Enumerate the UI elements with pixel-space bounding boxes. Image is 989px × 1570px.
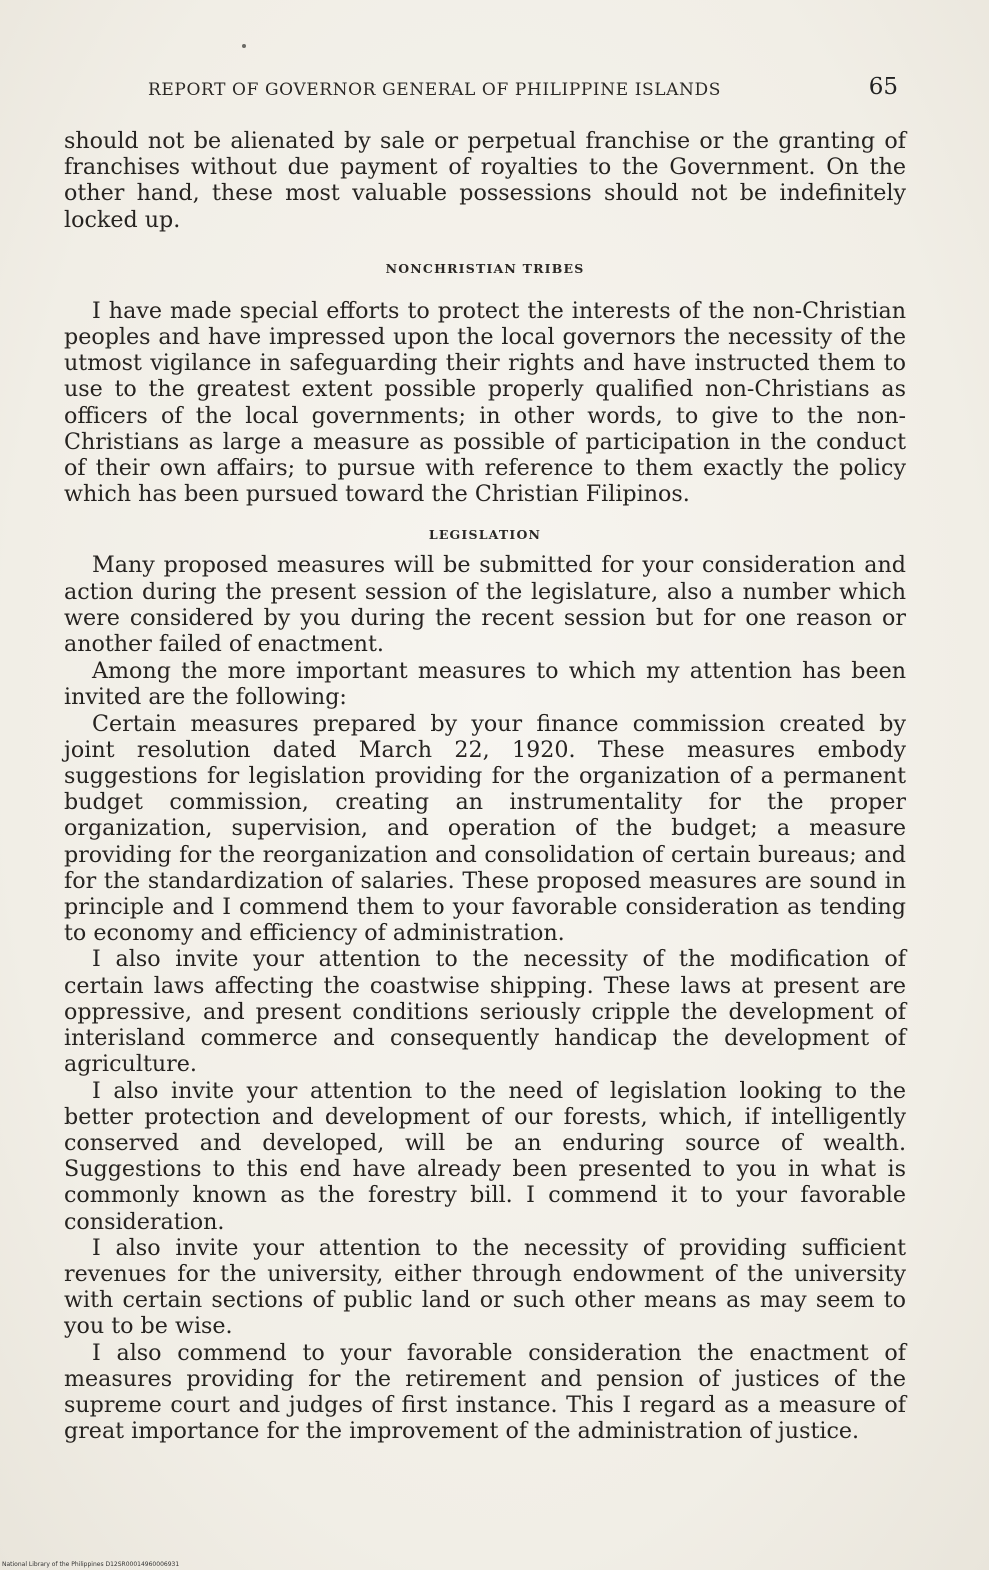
page-header bbox=[148, 74, 898, 104]
section-heading-nonchristian-tribes: NONCHRISTIAN TRIBES bbox=[385, 260, 585, 276]
paragraph: Among the more important measures to which my attention has been invited are the following: bbox=[64, 658, 906, 711]
page-body bbox=[64, 128, 906, 1444]
section-heading-legislation: LEGISLATION bbox=[428, 527, 542, 543]
paragraph: Certain measures prepared by your finance commission created by joint resolution dated March 22, 1920. These measures embody suggestions for legislation providing for the organization of a permanent budget commission, creating an instrumentality for the proper organization, supervision, and operation of the budget; a measure providing for the reorganization and consolidation of certain bureaus; and for the standardization of salaries. These proposed measures are sound in principle and I commend them to your favorable consideration as tending to economy and efficiency of administration. bbox=[64, 710, 906, 947]
paragraph: I also invite your attention to the necessity of the modification of certain laws affecting the coastwise shipping. These laws at present are oppressive, and present conditions seriously cripple the development of interisland commerce and consequently handicap the development of agriculture. bbox=[64, 946, 906, 1078]
page-number: 65 bbox=[868, 74, 898, 100]
paragraph: I also invite your attention to the necessity of providing sufficient revenues for the university, either through endowment of the university with certain sections of public land or such other means as may seem to you to be wise. bbox=[64, 1234, 906, 1340]
paragraph: Many proposed measures will be submitted for your consideration and action during the present session of the legislature, also a number which were considered by you during the recent session but for one reason or another failed of enactment. bbox=[64, 552, 906, 658]
paragraph: I also invite your attention to the need of legislation looking to the better protection and development of our forests, which, if intelligently conserved and developed, will be an enduring source of wealth. Suggestions to this end have already been presented to you in what is commonly known as the forestry bill. I commend it to your favorable consideration. bbox=[64, 1077, 906, 1235]
opening-paragraph: should not be alienated by sale or perpetual franchise or the granting of franchises without due payment of royalties to the Government. On the other hand, these most valuable possessions should not be indefinitely locked up. bbox=[64, 128, 906, 233]
scan-speck bbox=[242, 44, 246, 48]
paragraph: I have made special efforts to protect the interests of the non-Christian peoples and have impressed upon the local governors the necessity of the utmost vigilance in safeguarding their rights and have instructed them to use to the greatest extent possible properly qualified non-Christians as officers of the local governments; in other words, to give to the non-Christians as large a measure as possible of participation in the conduct of their own affairs; to pursue with reference to them exactly the policy which has been pursued toward the Christian Filipinos. bbox=[64, 297, 906, 508]
scan-credit: National Library of the Philippines D12SR00014960006931 bbox=[2, 1561, 180, 1568]
paragraph: I also commend to your favorable consideration the enactment of measures providing for the retirement and pension of justices of the supreme court and judges of first instance. This I regard as a measure of great importance for the improvement of the administration of justice. bbox=[64, 1339, 906, 1445]
running-title: REPORT OF GOVERNOR GENERAL OF PHILIPPINE ISLANDS bbox=[148, 80, 722, 100]
